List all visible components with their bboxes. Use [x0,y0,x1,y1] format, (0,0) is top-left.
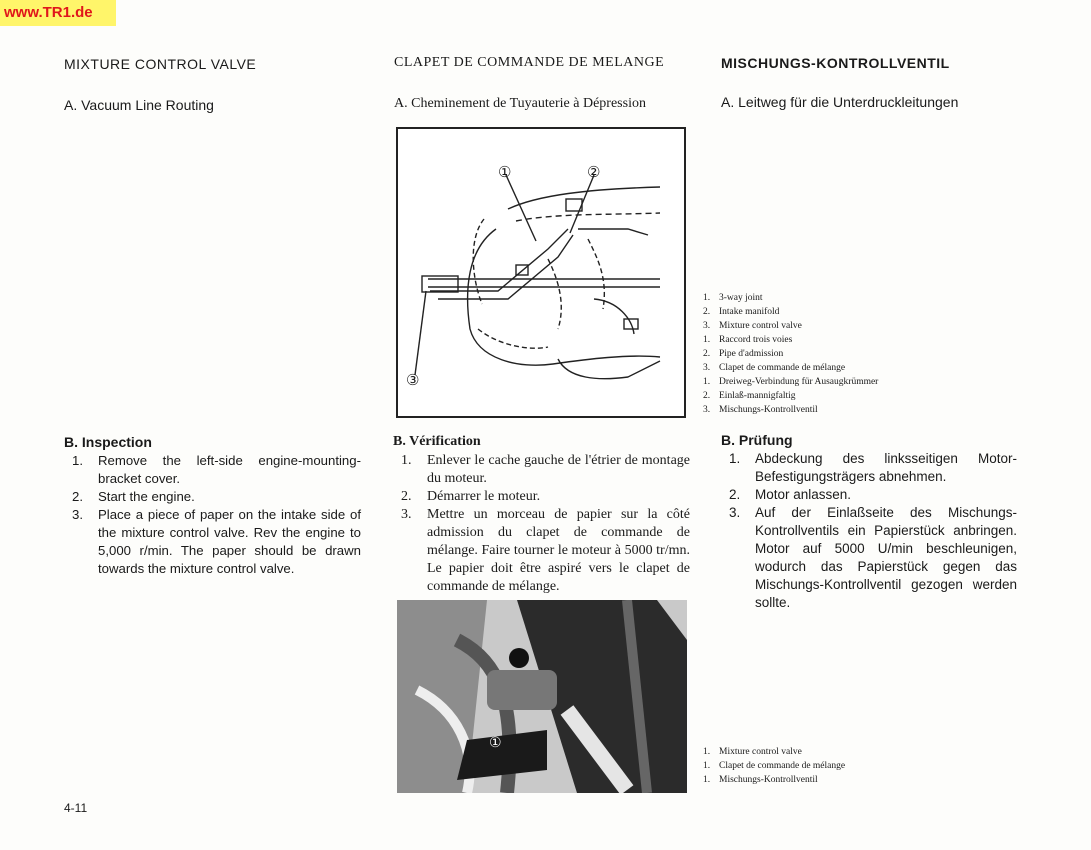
legend-figure-1 [703,291,878,417]
legend-item: 3. Mischungs-Kontrollventil [703,405,818,415]
inspection-title-fr: B. Vérification [393,434,481,449]
step-en-3: 3. Place a piece of paper on the intake side of the mixture control valve. Rev the engine to 5,000 r/min. The paper should be drawn towards the mixture control valve. [72,507,361,576]
steps-fr [393,452,690,596]
photo-illustration [397,600,687,793]
step-fr-2: 2. Démarrer le moteur. [401,489,541,504]
steps-de [721,450,1017,612]
step-fr-3: 3. Mettre un morceau de papier sur la côté admission du clapet de commande de mélange. Faire tourner le moteur à 5000 tr/mn. Le papier doit être aspiré vers le clapet de commande de mélange. [401,507,690,594]
vacuum-routing-diagram [396,127,686,418]
engine-photo [397,600,687,793]
inspection-title-en: B. Inspection [64,434,152,450]
legend-item: 1. Mixture control valve [703,747,802,757]
legend-photo [703,745,845,787]
step-en-1: 1. Remove the left-side engine-mounting-bracket cover. [72,453,361,486]
title-en: MIXTURE CONTROL VALVE [64,56,257,72]
engine-line-drawing [398,129,684,416]
legend-item: 3. Clapet de commande de mélange [703,363,846,373]
subtitle-de: A. Leitweg für die Unterdruckleitungen [721,94,959,110]
legend-item: 2. Intake manifold [703,307,780,317]
legend-item: 2. Pipe d'admission [703,349,784,359]
step-de-1: 1. Abdeckung des linksseitigen Motor-Befestigungsträgers abnehmen. [729,451,1017,484]
legend-item: 1. Clapet de commande de mélange [703,761,846,771]
photo-callout-1: ① [489,734,502,750]
legend-item: 3. Mixture control valve [703,321,802,331]
subtitle-en: A. Vacuum Line Routing [64,97,214,113]
site-badge[interactable]: www.TR1.de [0,0,116,26]
steps-en [64,452,361,578]
callout-1: ① [498,165,512,181]
legend-item: 1. Dreiweg-Verbindung für Ausaugkrümmer [703,377,879,387]
legend-item: 2. Einlaß-mannigfaltig [703,391,796,401]
step-de-2: 2. Motor anlassen. [729,487,852,502]
step-fr-1: 1. Enlever le cache gauche de l'étrier de montage du moteur. [401,453,690,486]
subtitle-fr: A. Cheminement de Tuyauterie à Dépression [394,96,646,111]
legend-item: 1. Raccord trois voies [703,335,793,345]
inspection-title-de: B. Prüfung [721,432,793,448]
callout-2: ② [587,165,601,181]
step-de-3: 3. Auf der Einlaßseite des Mischungs-Kontrollventils ein Papierstück anbringen. Motor auf 5000 U/min beschleunigen, wodurch das Papierstück gegen das Mischungs-Kontrollventil gezogen werden sollte. [729,505,1017,610]
step-en-2: 2. Start the engine. [72,489,195,504]
callout-3: ③ [406,373,420,389]
legend-item: 1. 3-way joint [703,293,763,303]
title-fr: CLAPET DE COMMANDE DE MELANGE [394,55,665,70]
legend-item: 1. Mischungs-Kontrollventil [703,775,818,785]
title-de: MISCHUNGS-KONTROLLVENTIL [721,55,950,71]
page-number: 4-11 [64,801,88,815]
